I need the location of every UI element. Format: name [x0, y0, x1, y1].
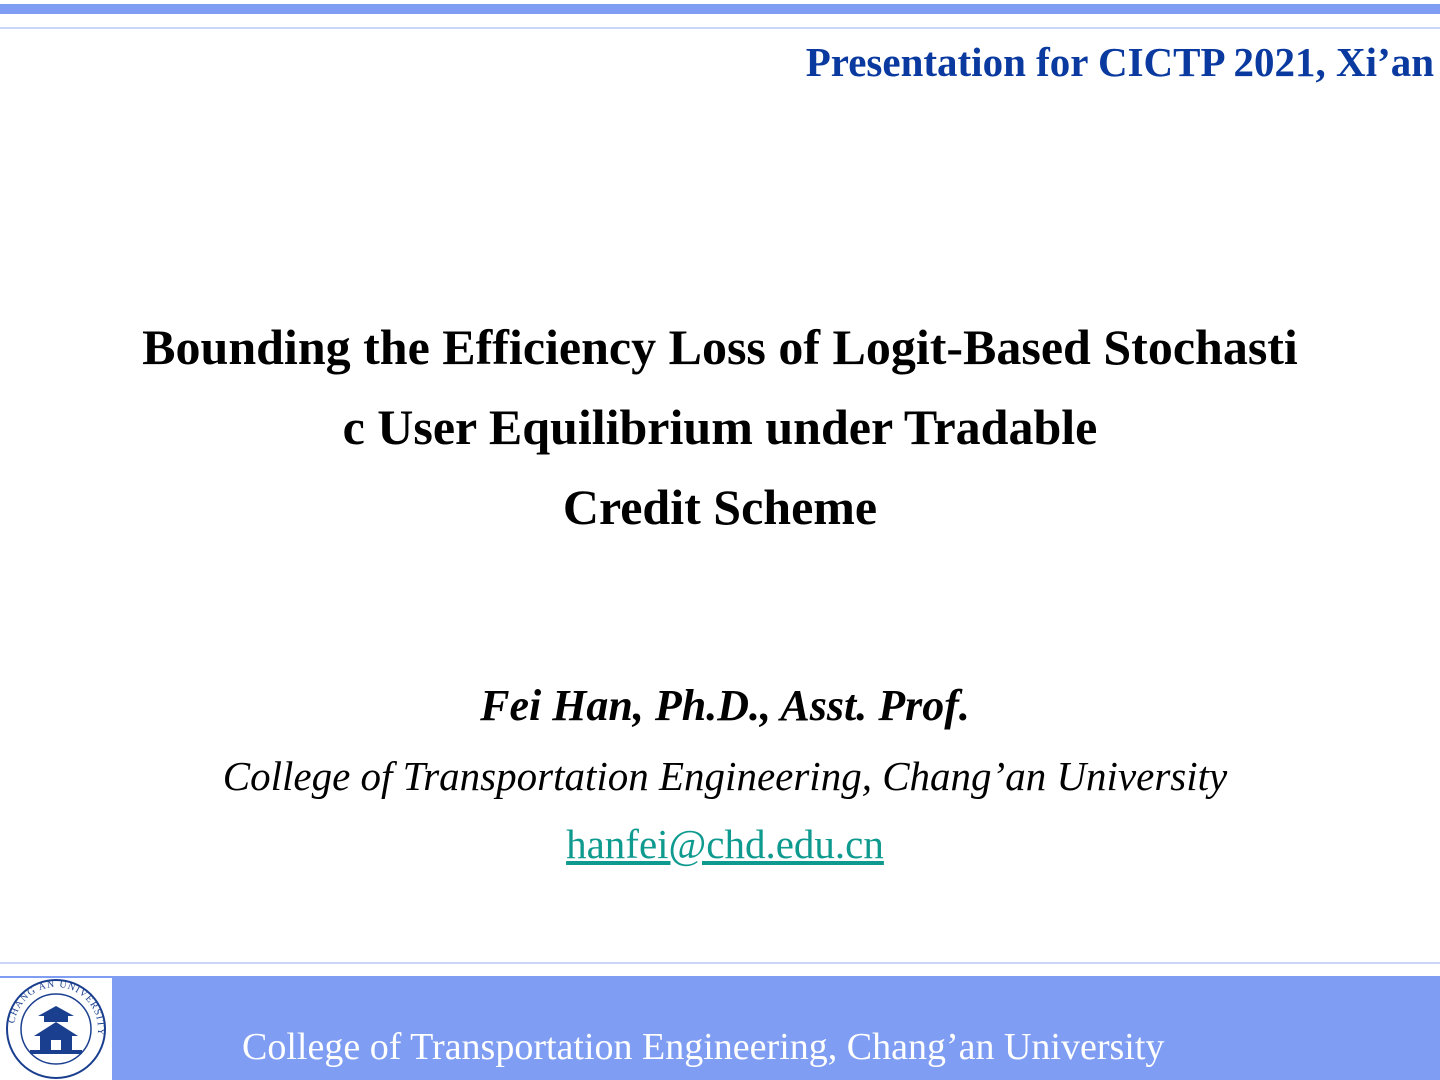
- slide-title: [0, 314, 1440, 554]
- top-divider-line: [0, 27, 1440, 29]
- logo-ring-text: CHANG AN UNIVERSITY: [6, 978, 107, 1037]
- bottom-divider-line: [0, 962, 1440, 964]
- top-accent-bar: [0, 4, 1440, 14]
- title-line-2: c User Equilibrium under Tradable: [342, 399, 1098, 455]
- title-line-3: Credit Scheme: [562, 479, 878, 535]
- university-logo: [0, 978, 112, 1080]
- university-seal-icon: [0, 978, 112, 1080]
- author-info: [0, 676, 1440, 874]
- author-affiliation: College of Transportation Engineering, Chang’an University: [222, 753, 1228, 799]
- author-name: Fei Han, Ph.D., Asst. Prof.: [480, 681, 970, 730]
- footer-affiliation: College of Transportation Engineering, Chang’an University: [242, 1026, 1165, 1068]
- title-line-1: Bounding the Efficiency Loss of Logit-Based Stochasti: [142, 319, 1298, 375]
- presentation-header: Presentation for CICTP 2021, Xi’an: [805, 39, 1434, 85]
- author-email-link[interactable]: hanfei@chd.edu.cn: [566, 821, 884, 867]
